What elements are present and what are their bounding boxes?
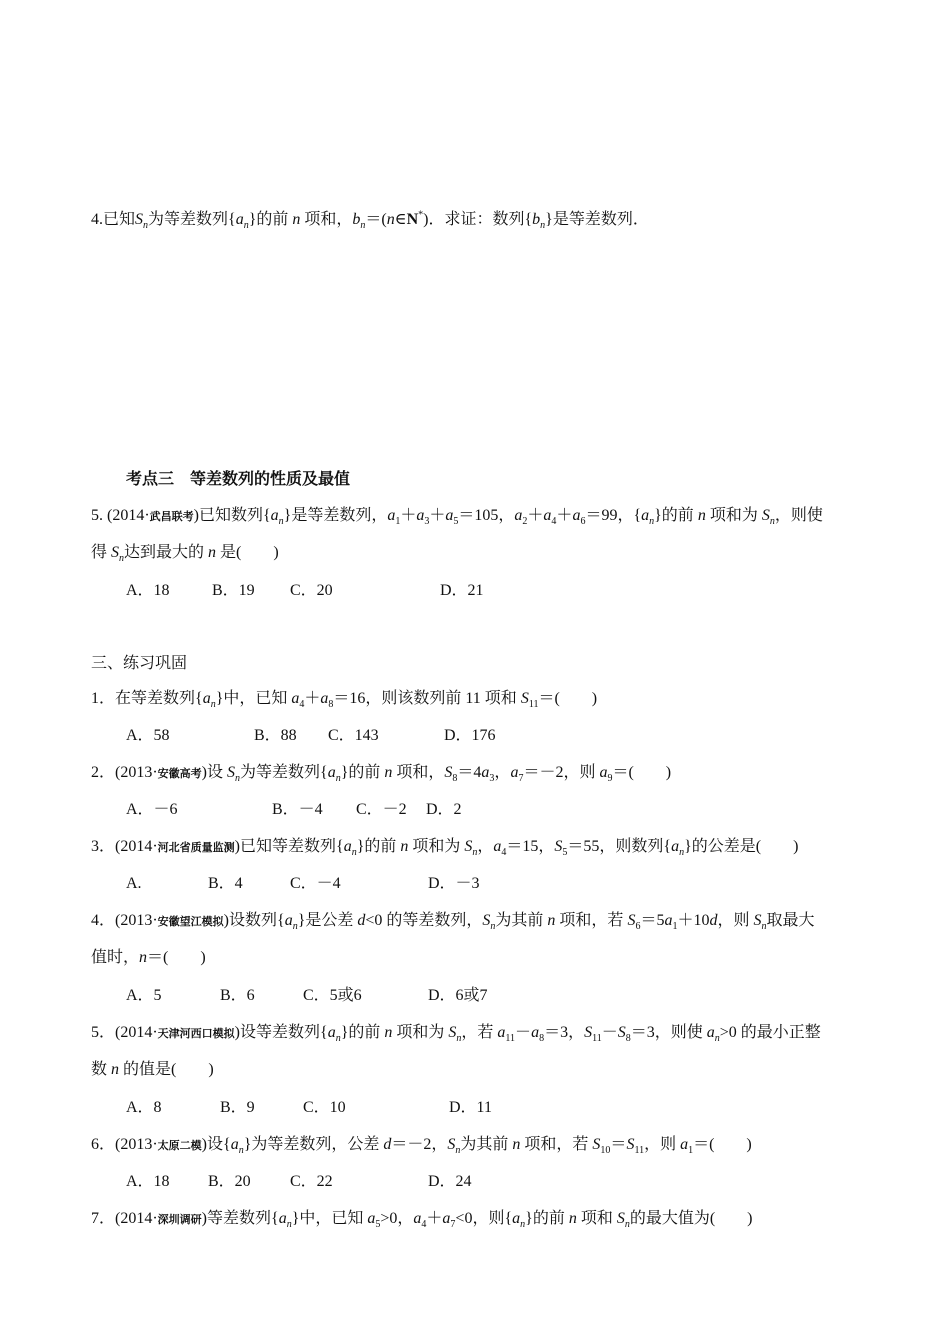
- q5-option-b[interactable]: B．19: [212, 582, 255, 599]
- p2-option-a[interactable]: A．－6: [126, 801, 178, 818]
- section-heading-kaodian3: 考点三 等差数列的性质及最值: [126, 471, 351, 488]
- problem-4-statement: 4.已知$S_n$为等差数列$\{a_n\}$的前 n 项和，$b_n=(n\in N^*)$．求证：数列$\{b_n\}$是等差数列．: [91, 209, 649, 232]
- section-heading-practice: 三、练习巩固: [91, 655, 188, 672]
- p2-option-c[interactable]: C．－2: [356, 801, 407, 818]
- p3-option-a[interactable]: A.: [126, 875, 142, 892]
- q5-option-c[interactable]: C．20: [290, 582, 333, 599]
- p6-option-b[interactable]: B．20: [208, 1173, 251, 1190]
- q5-option-d[interactable]: D．21: [440, 582, 484, 599]
- practice-7-statement: 7．(2014·深圳调研)等差数列$\{a_n\}$中，已知 $a_5>0$，$a_4+a_7<0$，则$\{a_n\}$的前 n 项和 $S_n$的最大值为( ): [91, 1210, 753, 1231]
- p4-option-c[interactable]: C．5或6: [303, 987, 362, 1004]
- practice-2-statement: 2．(2013·安徽高考)设 $S_n$为等差数列$\{a_n\}$的前 n 项和，$S_8=4a_3$，$a_7=-2$，则 $a_9=$( ): [91, 764, 672, 785]
- p3-option-c[interactable]: C．－4: [290, 875, 341, 892]
- p6-option-d[interactable]: D．24: [428, 1173, 472, 1190]
- practice-3-statement: 3．(2014·河北省质量监测)已知等差数列$\{a_n\}$的前 n 项和为 $S_n$，$a_4=15$，$S_5=55$，则数列$\{a_n\}$的公差是( ): [91, 838, 799, 859]
- p2-option-b[interactable]: B．－4: [272, 801, 323, 818]
- p5-option-c[interactable]: C．10: [303, 1099, 346, 1116]
- practice-6-statement: 6．(2013·太原二模)设$\{a_n\}$为等差数列，公差 d＝－2，$S_n$为其前 n 项和，若 $S_{10}=S_{11}$，则 $a_1=$( ): [91, 1136, 752, 1157]
- p1-option-c[interactable]: C．143: [328, 727, 379, 744]
- p4-option-b[interactable]: B．6: [220, 987, 255, 1004]
- practice-1-statement: 1．在等差数列$\{a_n\}$中，已知 $a_4+a_8=16$，则该数列前 11 项和 $S_{11}=$( ): [91, 690, 598, 711]
- practice-5-line2: 数 n 的值是( ): [91, 1061, 214, 1078]
- q5-option-a[interactable]: A．18: [126, 582, 170, 599]
- p2-option-d[interactable]: D．2: [426, 801, 462, 818]
- p3-option-b[interactable]: B．4: [208, 875, 243, 892]
- p6-option-c[interactable]: C．22: [290, 1173, 333, 1190]
- practice-4-line1: 4．(2013·安徽望江模拟)设数列$\{a_n\}$是公差 d<0 的等差数列，$S_n$为其前 n 项和，若 $S_6=5a_1+10d$，则 $S_n$取最大: [91, 912, 815, 933]
- p5-option-b[interactable]: B．9: [220, 1099, 255, 1116]
- p4-option-a[interactable]: A．5: [126, 987, 162, 1004]
- p1-option-d[interactable]: D．176: [444, 727, 496, 744]
- question-5-line1: 5. (2014·武昌联考)已知数列$\{a_n\}$是等差数列，$a_1+a_3+a_5=105$，$a_2+a_4+a_6=99$，$\{a_n\}$的前 n 项和为 $S_n$，则使: [91, 507, 823, 528]
- p1-option-b[interactable]: B．88: [254, 727, 297, 744]
- practice-4-line2: 值时，n＝( ): [91, 949, 206, 966]
- question-5-line2: 得 $S_n$达到最大的 n 是( ): [91, 544, 279, 565]
- p6-option-a[interactable]: A．18: [126, 1173, 170, 1190]
- p1-option-a[interactable]: A．58: [126, 727, 170, 744]
- p4-option-d[interactable]: D．6或7: [428, 987, 488, 1004]
- p3-option-d[interactable]: D．－3: [428, 875, 480, 892]
- p5-option-d[interactable]: D．11: [449, 1099, 492, 1116]
- practice-5-line1: 5．(2014·天津河西口模拟)设等差数列$\{a_n\}$的前 n 项和为 $S_n$，若 $a_{11}-a_8=3$，$S_{11}-S_8=3$，则使 $a_n>0$ 的最小正整: [91, 1024, 821, 1045]
- p5-option-a[interactable]: A．8: [126, 1099, 162, 1116]
